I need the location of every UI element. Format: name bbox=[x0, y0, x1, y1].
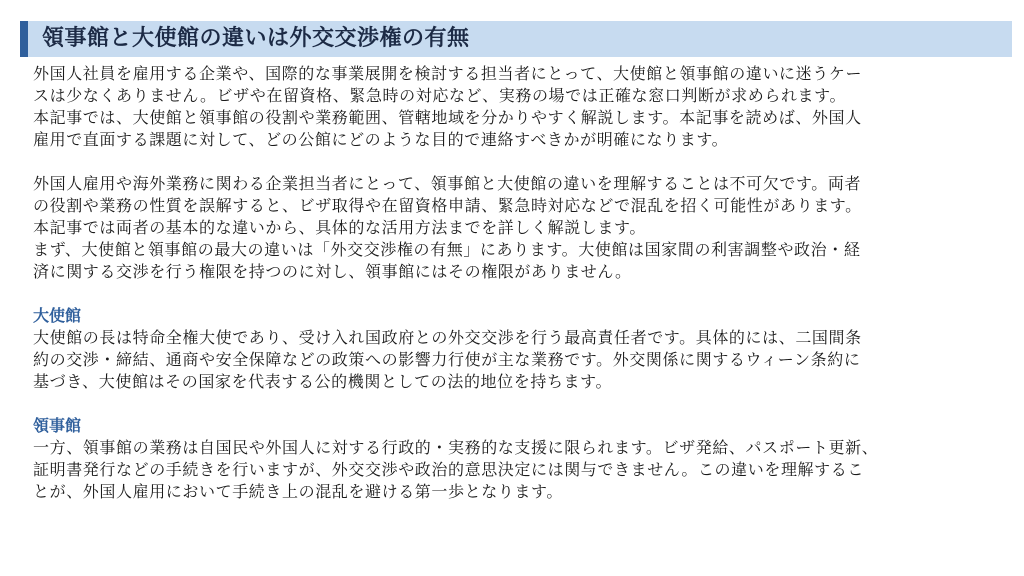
overview-paragraph bbox=[33, 173, 1008, 283]
consulate-line: 一方、領事館の業務は自国民や外国人に対する行政的・実務的な支援に限られます。ビザ発給、パスポート更新、 bbox=[33, 438, 879, 457]
overview-line: の役割や業務の性質を誤解すると、ビザ取得や在留資格申請、緊急時対応などで混乱を招く可能性があります。 bbox=[33, 196, 862, 215]
spacer bbox=[33, 151, 1008, 173]
spacer bbox=[33, 283, 1008, 305]
page-title: 領事館と大使館の違いは外交交渉権の有無 bbox=[42, 26, 470, 51]
overview-line: 済に関する交渉を行う権限を持つのに対し、領事館にはその権限がありません。 bbox=[33, 262, 632, 281]
overview-line: 外国人雇用や海外業務に関わる企業担当者にとって、領事館と大使館の違いを理解することは不可欠です。両者 bbox=[33, 174, 862, 193]
intro-line: 雇用で直面する課題に対して、どの公館にどのような目的で連絡すべきかが明確になります。 bbox=[33, 130, 729, 149]
title-bar bbox=[20, 21, 1012, 57]
embassy-line: 基づき、大使館はその国家を代表する公的機関としての法的地位を持ちます。 bbox=[33, 372, 613, 391]
embassy-section bbox=[33, 305, 1008, 393]
intro-paragraph bbox=[33, 63, 1008, 151]
embassy-line: 大使館の長は特命全権大使であり、受け入れ国政府との外交交渉を行う最高責任者です。具体的には、二国間条 bbox=[33, 328, 862, 347]
intro-line: 本記事では、大使館と領事館の役割や業務範囲、管轄地域を分かりやすく解説します。本記事を読めば、外国人 bbox=[33, 108, 862, 127]
embassy-line: 約の交渉・締結、通商や安全保障などの政策への影響力行使が主な業務です。外交関係に関するウィーン条約に bbox=[33, 350, 861, 369]
consulate-section bbox=[33, 415, 1008, 503]
overview-line: 本記事では両者の基本的な違いから、具体的な活用方法までを詳しく解説します。 bbox=[33, 218, 646, 237]
intro-line: スは少なくありません。ビザや在留資格、緊急時の対応など、実務の場では正確な窓口判断が求められます。 bbox=[33, 86, 847, 105]
consulate-heading: 領事館 bbox=[33, 416, 82, 435]
spacer bbox=[33, 393, 1008, 415]
consulate-line: 証明書発行などの手続きを行いますが、外交交渉や政治的意思決定には関与できません。この違いを理解するこ bbox=[33, 460, 864, 479]
overview-line: まず、大使館と領事館の最大の違いは「外交交渉権の有無」にあります。大使館は国家間の利害調整や政治・経 bbox=[33, 240, 861, 259]
embassy-heading: 大使館 bbox=[33, 306, 82, 325]
intro-line: 外国人社員を雇用する企業や、国際的な事業展開を検討する担当者にとって、大使館と領事館の違いに迷うケー bbox=[33, 64, 863, 83]
article-body bbox=[33, 63, 1008, 503]
consulate-line: とが、外国人雇用において手続き上の混乱を避ける第一歩となります。 bbox=[33, 482, 563, 501]
